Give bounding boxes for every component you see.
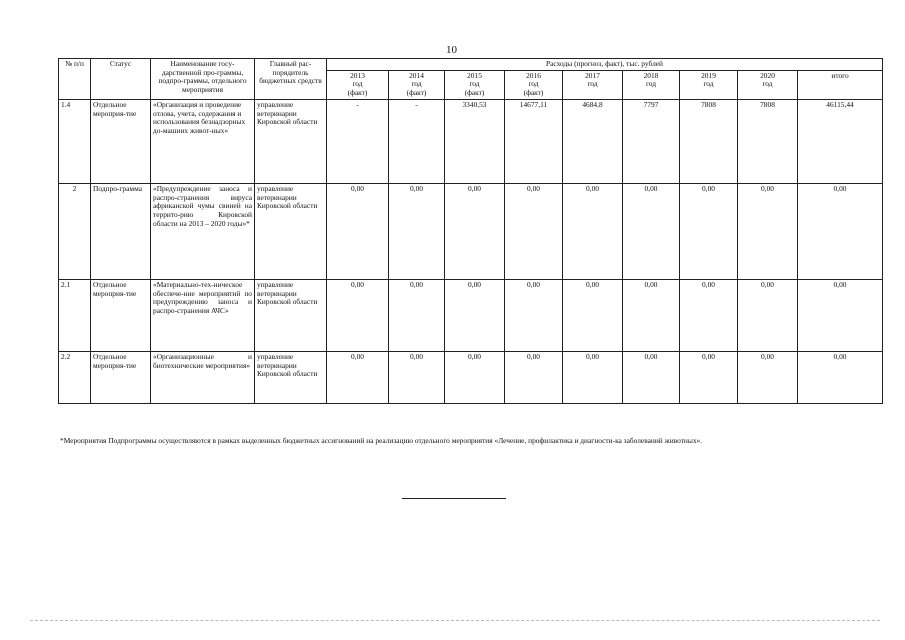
year-header: 2017 год <box>563 70 623 99</box>
year-header: 2018 год <box>623 70 680 99</box>
value-cell: 0,00 <box>327 279 389 351</box>
bottom-rule <box>30 620 880 621</box>
total-header: итого <box>798 70 883 99</box>
table-row <box>59 279 883 351</box>
value-cell: 0,00 <box>563 183 623 279</box>
total-cell: 0,00 <box>798 279 883 351</box>
page-number: 10 <box>446 44 457 56</box>
value-cell: 0,00 <box>389 351 445 403</box>
table-row <box>59 99 883 183</box>
value-cell: 0,00 <box>623 351 680 403</box>
footnote: *Мероприятия Подпрограммы осуществляются в рамках выделенных бюджетных ассигнований на реализацию отдельного мероприятия «Лечение, профилактика и диагности-ка заболеваний животных». <box>60 436 703 445</box>
budget-table <box>58 58 883 404</box>
value-cell: 14677,11 <box>505 99 563 183</box>
value-cell: 0,00 <box>445 183 505 279</box>
value-cell: 0,00 <box>389 279 445 351</box>
row-status: Отдельное мероприя-тие <box>91 99 151 183</box>
header-row-top <box>59 59 883 71</box>
value-cell: 7797 <box>623 99 680 183</box>
value-cell: 3340,53 <box>445 99 505 183</box>
row-num: 1.4 <box>59 99 91 183</box>
value-cell: 0,00 <box>445 279 505 351</box>
value-cell: 0,00 <box>327 351 389 403</box>
value-cell: 0,00 <box>623 279 680 351</box>
table-row <box>59 351 883 403</box>
value-cell: 0,00 <box>738 183 798 279</box>
header-name: Наименование госу-дарственной про-граммы, подпро-граммы, отдельного мероприятия <box>151 59 255 100</box>
value-cell: 7808 <box>680 99 738 183</box>
row-status: Отдельное мероприя-тие <box>91 279 151 351</box>
total-cell: 0,00 <box>798 183 883 279</box>
value-cell: 0,00 <box>327 183 389 279</box>
total-cell: 0,00 <box>798 351 883 403</box>
value-cell: - <box>327 99 389 183</box>
row-admin: управление ветеринарии Кировской области <box>255 279 327 351</box>
value-cell: 0,00 <box>680 351 738 403</box>
value-cell: 4684,8 <box>563 99 623 183</box>
row-admin: управление ветеринарии Кировской области <box>255 351 327 403</box>
year-header: 2014 год (факт) <box>389 70 445 99</box>
value-cell: - <box>389 99 445 183</box>
value-cell: 0,00 <box>505 351 563 403</box>
row-admin: управление ветеринарии Кировской области <box>255 183 327 279</box>
header-expenses: Расходы (прогноз, факт), тыс. рублей <box>327 59 883 71</box>
value-cell: 0,00 <box>738 351 798 403</box>
row-name: «Предупреждение заноса и распро-странения вируса африканской чумы свиней на террито-рию Кировской области на 2013 – 2020 годы»* <box>151 183 255 279</box>
row-name: «Организация и проведение отлова, учета, содержания и использования безнадзорных до-машних живот-ных» <box>151 99 255 183</box>
year-header: 2020 год <box>738 70 798 99</box>
row-status: Отдельное мероприя-тие <box>91 351 151 403</box>
value-cell: 0,00 <box>445 351 505 403</box>
row-num: 2.2 <box>59 351 91 403</box>
value-cell: 0,00 <box>505 183 563 279</box>
value-cell: 0,00 <box>680 279 738 351</box>
value-cell: 0,00 <box>505 279 563 351</box>
value-cell: 0,00 <box>738 279 798 351</box>
header-admin: Главный рас-порядитель бюджетных средств <box>255 59 327 100</box>
value-cell: 7808 <box>738 99 798 183</box>
value-cell: 0,00 <box>563 351 623 403</box>
year-header: 2016 год (факт) <box>505 70 563 99</box>
year-header: 2019 год <box>680 70 738 99</box>
row-status: Подпро-грамма <box>91 183 151 279</box>
value-cell: 0,00 <box>563 279 623 351</box>
row-name: «Организационные и биотехнические мероприятия» <box>151 351 255 403</box>
row-admin: управление ветеринарии Кировской области <box>255 99 327 183</box>
value-cell: 0,00 <box>680 183 738 279</box>
table-row <box>59 183 883 279</box>
row-name: «Материально-тех-ническое обеспече-ние мероприятий по предупреждению заноса и распро-странения АЧС» <box>151 279 255 351</box>
header-num: № п/п <box>59 59 91 100</box>
row-num: 2 <box>59 183 91 279</box>
signature-line <box>402 498 506 499</box>
header-status: Статус <box>91 59 151 100</box>
row-num: 2.1 <box>59 279 91 351</box>
value-cell: 0,00 <box>389 183 445 279</box>
total-cell: 46115,44 <box>798 99 883 183</box>
year-header: 2015 год (факт) <box>445 70 505 99</box>
value-cell: 0,00 <box>623 183 680 279</box>
year-header: 2013 год (факт) <box>327 70 389 99</box>
